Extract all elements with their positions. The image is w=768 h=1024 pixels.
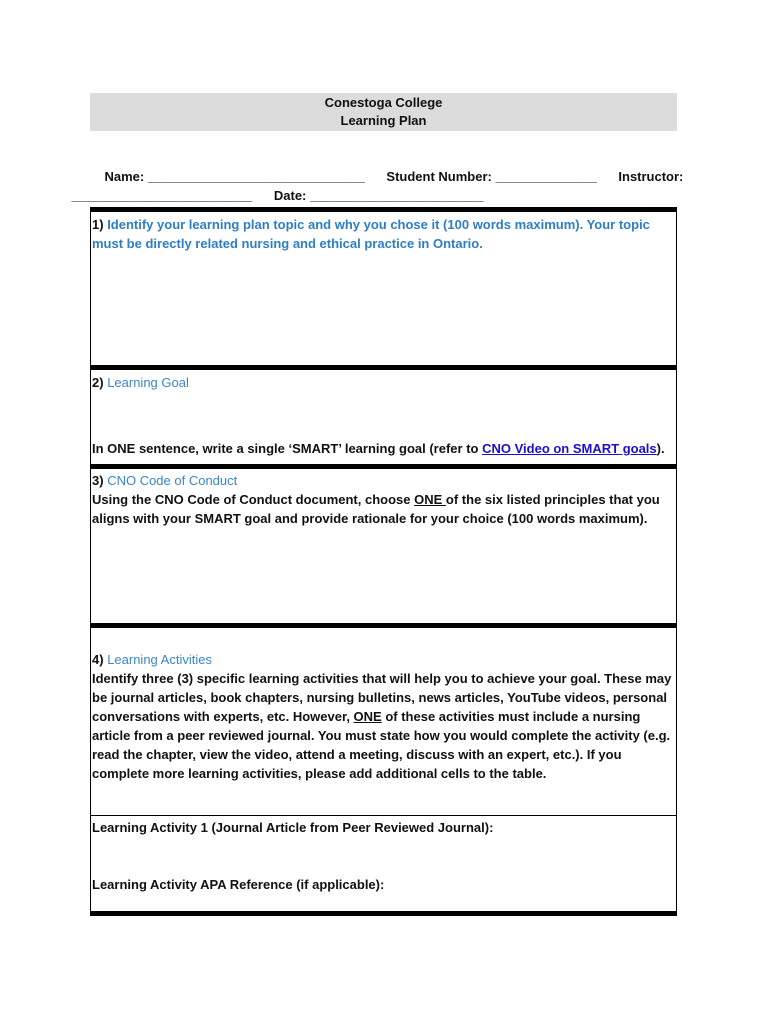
code-of-conduct-instruction: Using the CNO Code of Conduct document, choose ONE of the six listed principles that you aligns with your SMART goal and provide rationale for your choice (100 words maximum).: [92, 492, 660, 526]
learning-activities-instruction: Identify three (3) specific learning activities that will help you to achieve your goal. These may be journal articles, book chapters, nursing bulletins, news articles, YouTube videos, personal conversations with experts, etc. However, ONE of these activities must include a nursing article from a peer reviewed journal. You must state how you would complete the activity (e.g. read the chapter, view the video, attend a meeting, discuss with an expert, etc.). If you complete more learning activities, please add additional cells to the table.: [92, 671, 672, 781]
cno-smart-goals-link[interactable]: CNO Video on SMART goals: [482, 441, 657, 456]
section-number: 3): [92, 473, 104, 488]
section-number: 1): [92, 217, 104, 232]
instructor-field[interactable]: _________________________: [71, 188, 253, 203]
learning-goal-title: Learning Goal: [107, 375, 189, 390]
learning-goal-instruction: In ONE sentence, write a single ‘SMART’ learning goal (refer to CNO Video on SMART goals).: [92, 441, 665, 456]
name-field[interactable]: ______________________________: [147, 169, 365, 184]
college-name: Conestoga College: [324, 95, 443, 110]
section-number: 4): [92, 652, 104, 667]
section-code-of-conduct[interactable]: [91, 464, 676, 623]
code-of-conduct-title: CNO Code of Conduct: [107, 473, 238, 488]
section-activity-1[interactable]: [91, 815, 676, 916]
section-topic[interactable]: [91, 207, 676, 365]
learning-plan-table: [90, 207, 677, 916]
section-learning-activities[interactable]: [91, 623, 676, 815]
instructor-label: Instructor:: [618, 169, 684, 184]
topic-prompt: Identify your learning plan topic and why you chose it (100 words maximum). Your topic must be directly related nursing and ethical practice in Ontario.: [92, 217, 650, 251]
section-number: 2): [92, 375, 104, 390]
student-number-label: Student Number:: [386, 169, 492, 184]
document-title: Learning Plan: [340, 113, 427, 128]
learning-activities-title: Learning Activities: [107, 652, 212, 667]
date-field[interactable]: ________________________: [310, 188, 484, 203]
activity-1-reference-label: Learning Activity APA Reference (if applicable):: [92, 877, 385, 892]
section-learning-goal[interactable]: [91, 365, 676, 464]
document-header: [90, 93, 677, 131]
activity-1-label: Learning Activity 1 (Journal Article from Peer Reviewed Journal):: [92, 820, 494, 835]
name-label: Name:: [104, 169, 145, 184]
student-number-field[interactable]: ______________: [495, 169, 597, 184]
date-label: Date:: [273, 188, 307, 203]
